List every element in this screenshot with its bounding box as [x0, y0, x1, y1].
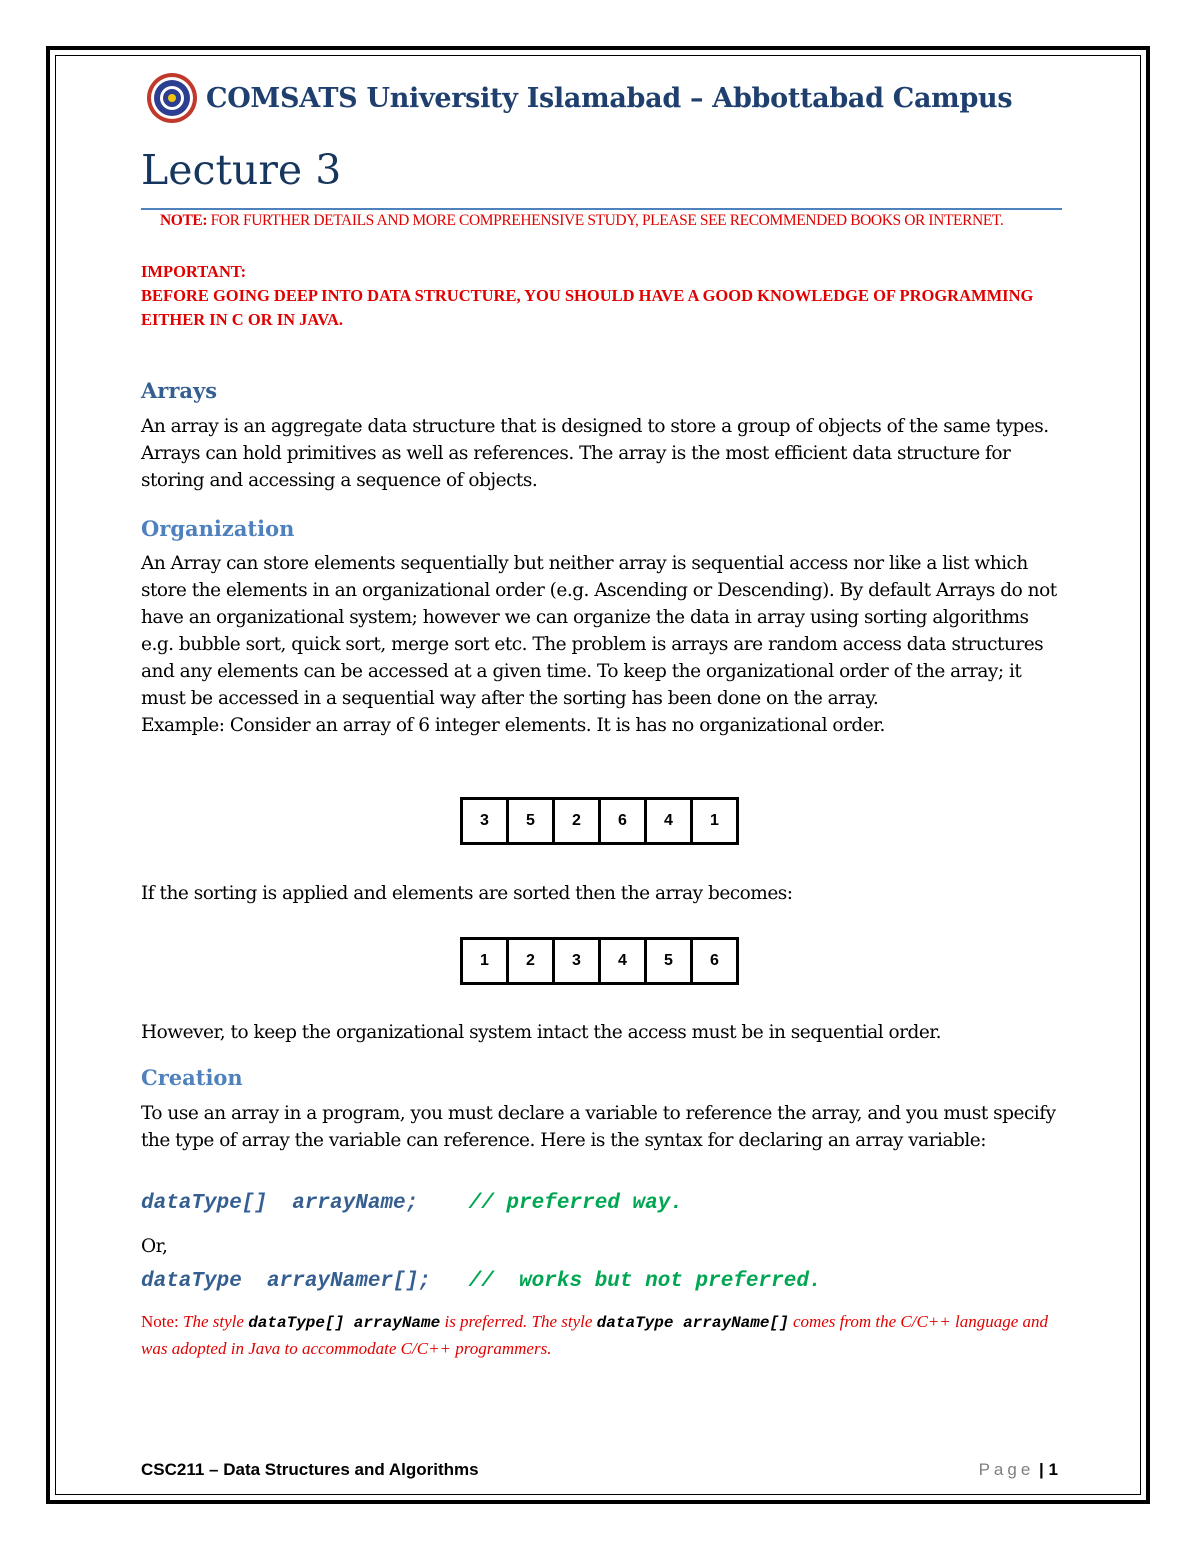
paragraph-creation: To use an array in a program, you must declare a variable to reference the array, and you must specify the type of array the variable can reference. Here is the syntax for declaring an array variable: [141, 1103, 1056, 1151]
heading-creation: Creation [141, 1065, 243, 1090]
paragraph-arrays: An array is an aggregate data structure that is designed to store a group of objects of the same types. Arrays can hold primitives as well as references. The array is the most efficient data structure for storing and accessing a sequence of objects. [141, 416, 1049, 491]
sorted-array [460, 937, 739, 985]
array-cell: 6 [710, 952, 719, 969]
array-cell: 3 [463, 800, 509, 842]
unsorted-array [460, 797, 739, 845]
array-cell: 3 [555, 940, 601, 982]
page-word: Page [978, 1460, 1035, 1479]
page-separator: | [1039, 1460, 1044, 1479]
code-declaration: dataType arrayNamer[]; [141, 1270, 431, 1293]
important-label: IMPORTANT: [141, 262, 247, 281]
heading-organization: Organization [141, 516, 295, 541]
organization-text: An Array can store elements sequentially but neither array is sequential access nor like a list which store the elements in an organizational order (e.g. Ascending or Descending). By default Arrays do not have an organizational system; however we can organize the data in array using sorting algorithms e.g. bubble sort, quick sort, merge sort etc. The problem is arrays are random access data structures and any elements can be accessed at a given time. To keep the organizational order of the array; it must be accessed in a sequential way after the sorting has been done on the array. [141, 553, 1057, 709]
or-text: Or, [141, 1236, 168, 1257]
note-text: comes from the C/C++ language and was adopted in Java to accommodate C/C++ programmers. [141, 1312, 1049, 1358]
array-cell: 1 [463, 940, 509, 982]
array-cell: 2 [509, 940, 555, 982]
array-cell: 5 [647, 940, 693, 982]
array-cell: 5 [509, 800, 555, 842]
example-text: Example: Consider an array of 6 integer elements. It is has no organizational order. [141, 715, 885, 736]
array-cell: 1 [710, 812, 719, 829]
note-text: is preferred. The style [440, 1312, 597, 1331]
document-header [146, 72, 1012, 124]
lecture-title: Lecture 3 [141, 146, 342, 194]
note-text: FOR FURTHER DETAILS AND MORE COMPREHENSIVE STUDY, PLEASE SEE RECOMMENDED BOOKS OR INTERNET. [207, 212, 1004, 229]
note-label: Note: [141, 1312, 179, 1331]
footer-course: CSC211 – Data Structures and Algorithms [141, 1460, 479, 1479]
code-comment: // works but not preferred. [468, 1270, 822, 1293]
array-cell: 2 [555, 800, 601, 842]
code-line-alternative [141, 1270, 822, 1293]
paragraph-organization [141, 550, 1066, 739]
important-notice [141, 260, 1081, 332]
note-code: dataType[] arrayName [248, 1314, 441, 1332]
note-code: dataType arrayName[] [596, 1314, 789, 1332]
array-cell: 4 [601, 940, 647, 982]
note-text: The style [178, 1312, 249, 1331]
array-cell: 6 [601, 800, 647, 842]
syntax-note [141, 1309, 1071, 1361]
university-name: COMSATS University Islamabad – Abbottabad Campus [206, 82, 1013, 114]
heading-arrays: Arrays [141, 378, 218, 403]
note-label: NOTE: [160, 212, 208, 229]
footer-page [979, 1460, 1058, 1480]
university-logo-icon [146, 72, 198, 124]
code-comment: // preferred way. [468, 1192, 683, 1215]
important-text: BEFORE GOING DEEP INTO DATA STRUCTURE, YOU SHOULD HAVE A GOOD KNOWLEDGE OF PROGRAMMING EITHER IN C OR IN JAVA. [141, 286, 1034, 329]
however-text: However, to keep the organizational system intact the access must be in sequential order. [141, 1022, 941, 1043]
page-number: 1 [1048, 1460, 1058, 1479]
sorted-intro: If the sorting is applied and elements are sorted then the array becomes: [141, 883, 793, 904]
code-line-preferred [141, 1192, 683, 1215]
note-line [160, 212, 1003, 230]
title-underline [141, 208, 1062, 210]
array-cell: 4 [647, 800, 693, 842]
code-declaration: dataType[] arrayName; [141, 1192, 419, 1215]
